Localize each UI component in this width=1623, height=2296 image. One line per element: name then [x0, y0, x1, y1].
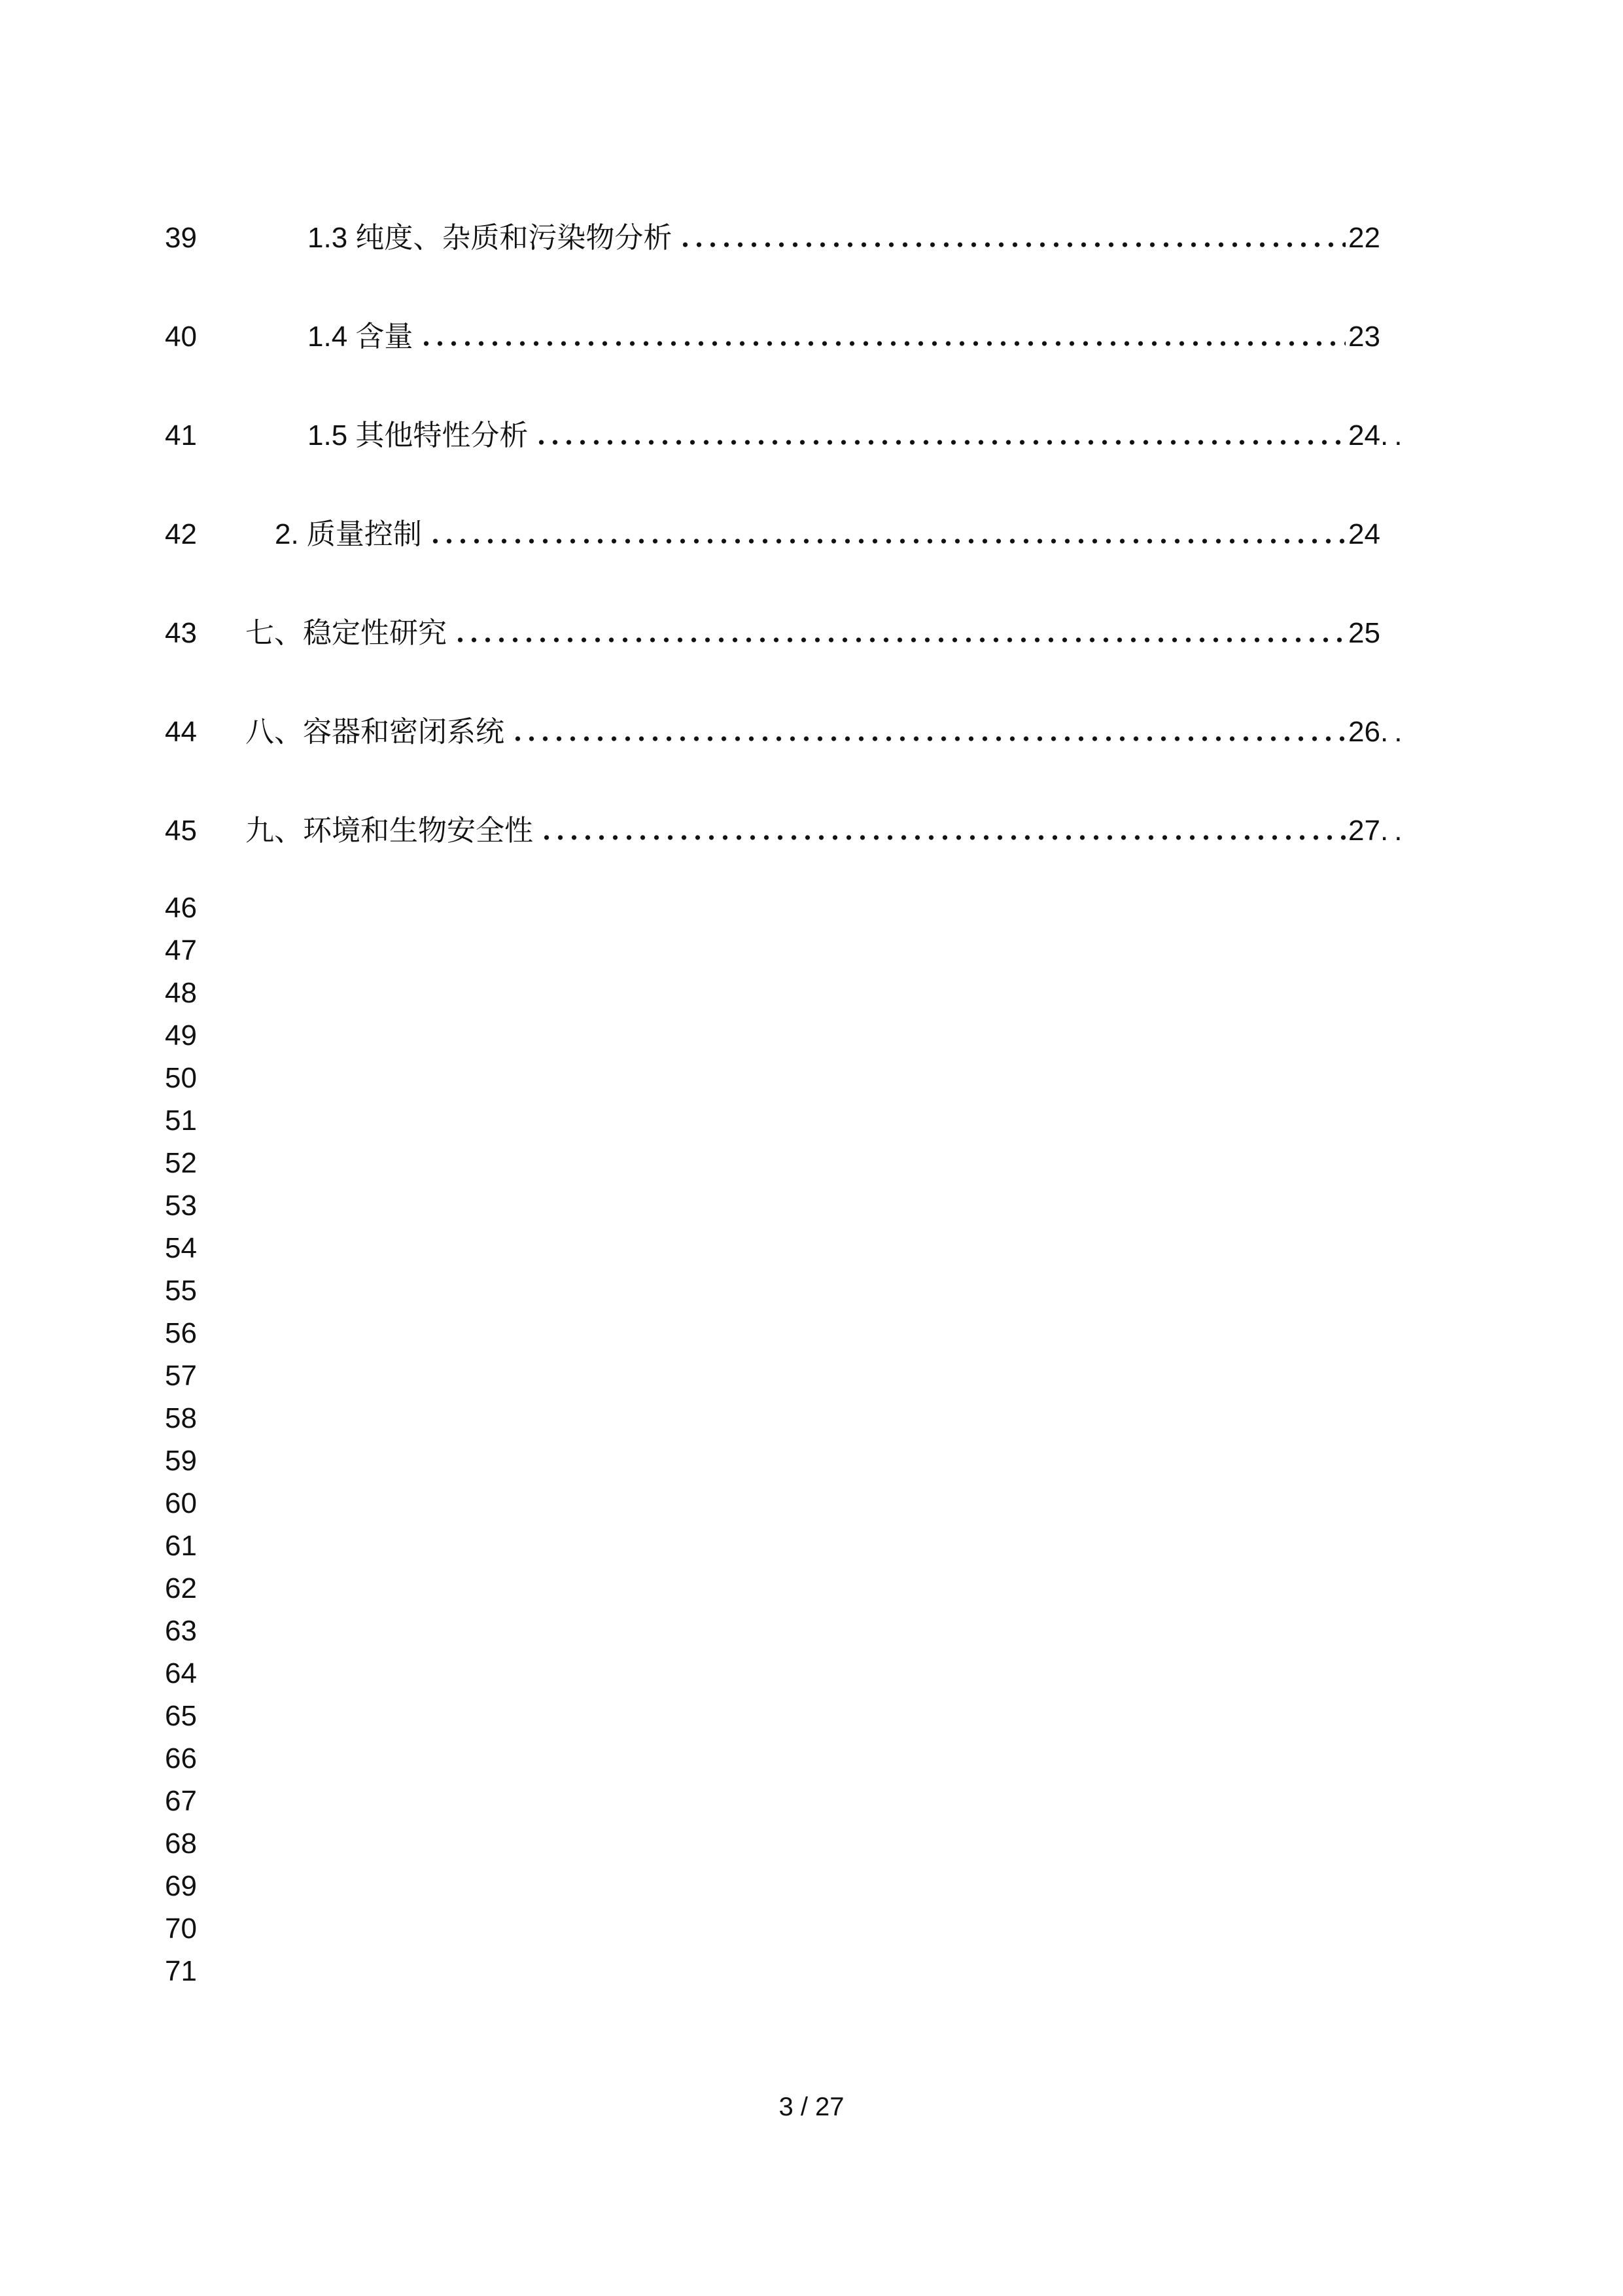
empty-numbered-line: [165, 929, 1380, 972]
line-number: 46: [165, 892, 197, 924]
line-number: 64: [165, 1657, 197, 1689]
toc-row: 44 八、容器和密闭系统 26 ..: [165, 682, 1380, 781]
line-number: 60: [165, 1487, 197, 1519]
toc-row: 45 九、环境和生物安全性 27 ..: [165, 781, 1380, 880]
toc-row: [165, 188, 1380, 287]
dot-leader: [534, 440, 1346, 445]
empty-numbered-line: [165, 1950, 1380, 1992]
line-number: 70: [165, 1913, 197, 1945]
toc-entry-page-number: 24: [1348, 518, 1380, 550]
toc-entry-page-number: 25: [1348, 617, 1380, 649]
dot-leader: [453, 637, 1346, 643]
line-number: 67: [165, 1785, 197, 1817]
empty-numbered-line: [165, 1184, 1380, 1227]
empty-numbered-line: [165, 1397, 1380, 1439]
toc-row: [165, 287, 1380, 386]
dot-leader: [678, 242, 1346, 247]
line-number: 48: [165, 977, 197, 1009]
line-number: 54: [165, 1232, 197, 1264]
empty-numbered-line: [165, 1695, 1380, 1737]
empty-numbered-line: [165, 1525, 1380, 1567]
line-number: 55: [165, 1275, 197, 1307]
toc-row: 41 1.5 其他特性分析 24 ..: [165, 386, 1380, 485]
empty-numbered-line: [165, 1610, 1380, 1652]
page-footer: [0, 2093, 1623, 2121]
toc-entry-title: 七、稳定性研究: [245, 617, 447, 649]
empty-numbered-line: [165, 1227, 1380, 1269]
toc-entry-page-number: 27: [1348, 815, 1380, 847]
line-number: 65: [165, 1700, 197, 1732]
dot-leader: [540, 835, 1346, 840]
line-number: 56: [165, 1317, 197, 1349]
empty-numbered-line: [165, 1482, 1380, 1525]
toc-row: [165, 584, 1380, 682]
line-number: 44: [165, 716, 197, 748]
line-number: 66: [165, 1742, 197, 1775]
line-number: 52: [165, 1147, 197, 1179]
empty-numbered-line: [165, 1014, 1380, 1057]
empty-numbered-line: [165, 1907, 1380, 1950]
line-number: 57: [165, 1360, 197, 1392]
empty-numbered-line: [165, 972, 1380, 1014]
toc-entry-page-number: 22: [1348, 222, 1380, 254]
line-number: 58: [165, 1402, 197, 1434]
dot-leader: [428, 539, 1346, 544]
line-number: 43: [165, 617, 197, 649]
empty-numbered-line: [165, 1142, 1380, 1184]
empty-numbered-line: [165, 1354, 1380, 1397]
toc-entry-page-number: 24: [1348, 419, 1380, 451]
empty-numbered-line: [165, 1737, 1380, 1780]
line-number: 49: [165, 1019, 197, 1051]
toc-entry-page-number: 23: [1348, 321, 1380, 353]
line-number: 42: [165, 518, 197, 550]
line-number: 39: [165, 222, 197, 254]
line-number: 40: [165, 321, 197, 353]
empty-numbered-line: [165, 1057, 1380, 1099]
toc-entry-title: 九、环境和生物安全性: [245, 815, 533, 847]
toc-list: [165, 188, 1408, 880]
toc-entry-title: 2. 质量控制: [275, 518, 422, 550]
empty-numbered-line: [165, 1865, 1380, 1907]
toc-row: [165, 485, 1380, 584]
empty-numbered-line: [165, 1652, 1380, 1695]
empty-numbered-line: [165, 1099, 1380, 1142]
page-number-indicator: 3 / 27: [778, 2093, 845, 2121]
line-number: 62: [165, 1572, 197, 1604]
line-number: 59: [165, 1445, 197, 1477]
toc-entry-title: 1.5 其他特性分析: [307, 419, 529, 451]
line-number: 47: [165, 934, 197, 966]
empty-numbered-line: [165, 887, 1380, 929]
empty-numbered-line: [165, 1439, 1380, 1482]
empty-numbered-line: [165, 1780, 1380, 1822]
toc-entry-title: 八、容器和密闭系统: [245, 716, 504, 748]
line-number: 63: [165, 1615, 197, 1647]
line-number: 51: [165, 1104, 197, 1137]
line-number: 41: [165, 419, 197, 451]
dot-leader: [419, 341, 1346, 346]
toc-entry-title: 1.4 含量: [307, 321, 413, 353]
line-number: 71: [165, 1955, 197, 1987]
line-number: 53: [165, 1190, 197, 1222]
numbered-empty-lines: [165, 887, 1380, 1992]
line-number: 68: [165, 1828, 197, 1860]
empty-numbered-line: [165, 1822, 1380, 1865]
empty-numbered-line: [165, 1269, 1380, 1312]
line-number: 50: [165, 1062, 197, 1094]
line-number: 61: [165, 1530, 197, 1562]
toc-entry-page-number: 26: [1348, 716, 1380, 748]
toc-content: [165, 188, 1408, 1992]
empty-numbered-line: [165, 1312, 1380, 1354]
dot-leader: [511, 736, 1346, 741]
line-number: 69: [165, 1870, 197, 1902]
toc-entry-title: 1.3 纯度、杂质和污染物分析: [307, 222, 672, 254]
line-number: 45: [165, 815, 197, 847]
empty-numbered-line: [165, 1567, 1380, 1610]
